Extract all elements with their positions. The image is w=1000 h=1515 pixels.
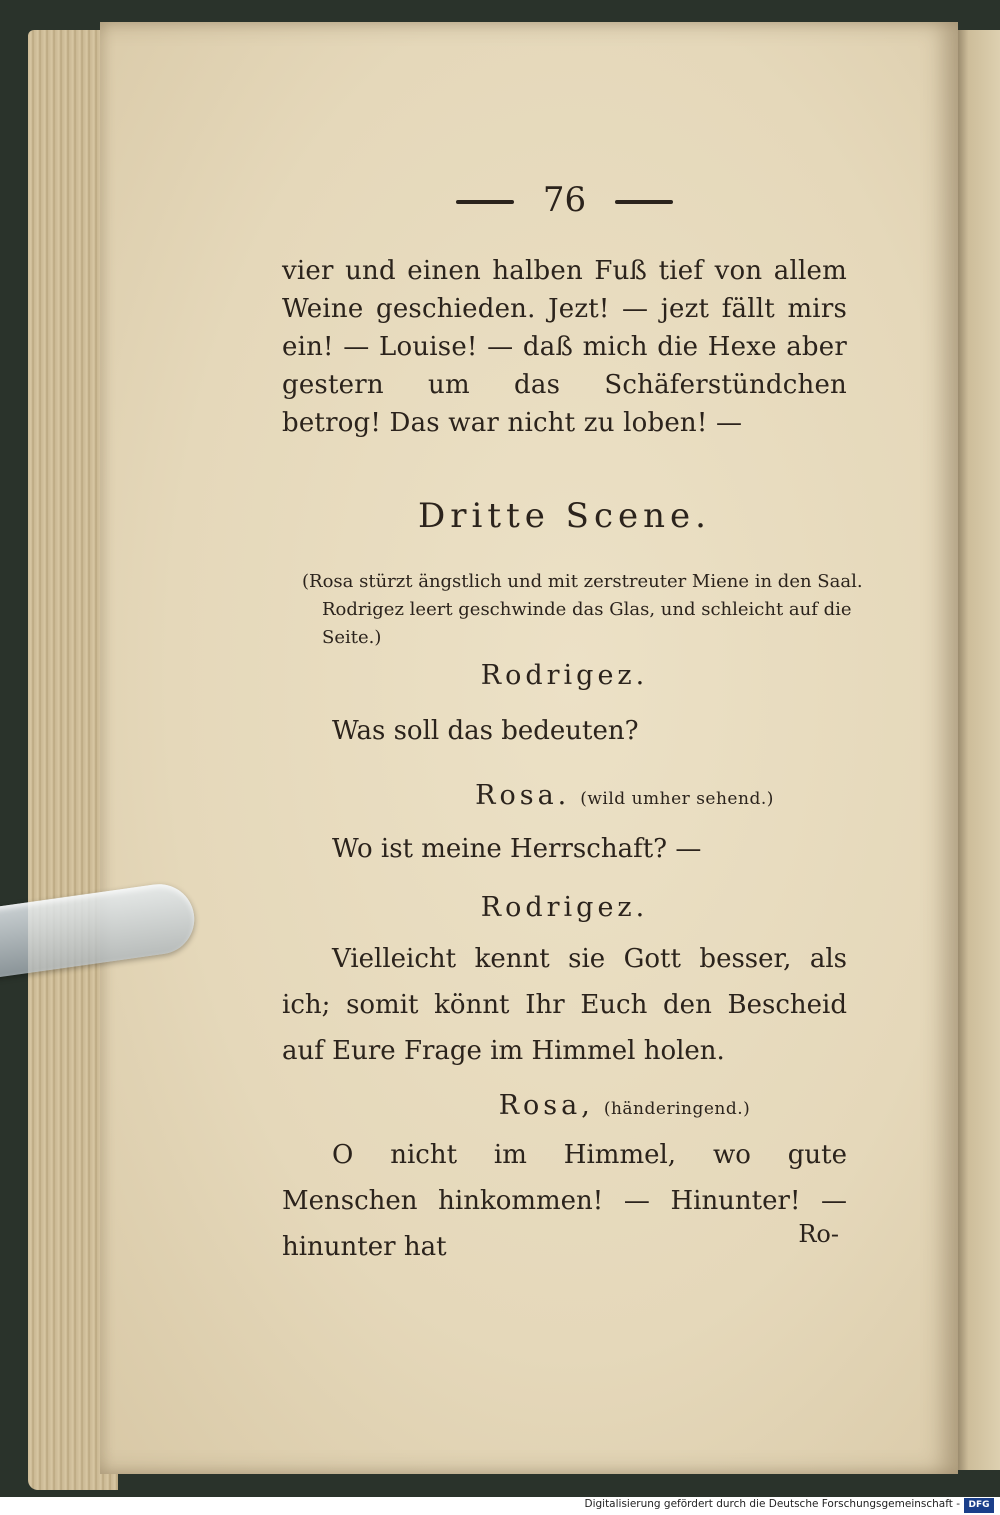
dialogue-line-4: O nicht im Himmel, wo gute Menschen hinkommen! — Hinunter! — hinunter hat (282, 1140, 847, 1262)
page-number: 76 (542, 180, 587, 220)
speaker-rodrigez-1 (282, 660, 847, 691)
speaker-rosa-1 (342, 780, 907, 811)
dialogue-line-2: Wo ist meine Herrschaft? — (332, 834, 702, 864)
speaker-direction: (wild umher sehend.) (580, 789, 774, 809)
speaker-name: Rodrigez. (480, 892, 649, 923)
dialogue-line-1: Was soll das bedeuten? (332, 716, 639, 746)
stage-direction: (Rosa stürzt ängstlich und mit zerstreuter Miene in den Saal. Rodrigez leert geschwinde das Glas, und schleicht auf die Seite.) (302, 571, 863, 648)
speaker-rodrigez-2 (282, 892, 847, 923)
right-leaf (955, 30, 1000, 1470)
paragraph-1: vier und einen halben Fuß tief von allem Weine geschieden. Jezt! — jezt fällt mirs ein! — Louise! — daß mich die Hexe aber gestern um das Schäferstündchen betrog! Das war nicht zu loben! — (282, 256, 847, 438)
footer-bar (0, 1497, 1000, 1515)
ornament-left-icon (456, 200, 514, 204)
speaker-rosa-2 (342, 1090, 907, 1121)
speaker-name: Rosa, (498, 1090, 594, 1121)
footer-credit: Digitalisierung gefördert durch die Deutsche Forschungsgemeinschaft - (584, 1498, 960, 1510)
speaker-name: Rosa. (475, 780, 571, 811)
dialogue-line-3: Vielleicht kennt sie Gott besser, als ich; somit könnt Ihr Euch den Bescheid auf Eure Frage im Himmel holen. (282, 944, 847, 1066)
page-number-row (282, 180, 847, 230)
ornament-right-icon (615, 200, 673, 204)
catchword: Ro- (798, 1220, 839, 1248)
dfg-logo-icon: DFG (964, 1498, 994, 1513)
speaker-name: Rodrigez. (480, 660, 649, 691)
speaker-direction: (händeringend.) (603, 1099, 751, 1119)
scene-heading: Dritte Scene. (418, 496, 711, 536)
